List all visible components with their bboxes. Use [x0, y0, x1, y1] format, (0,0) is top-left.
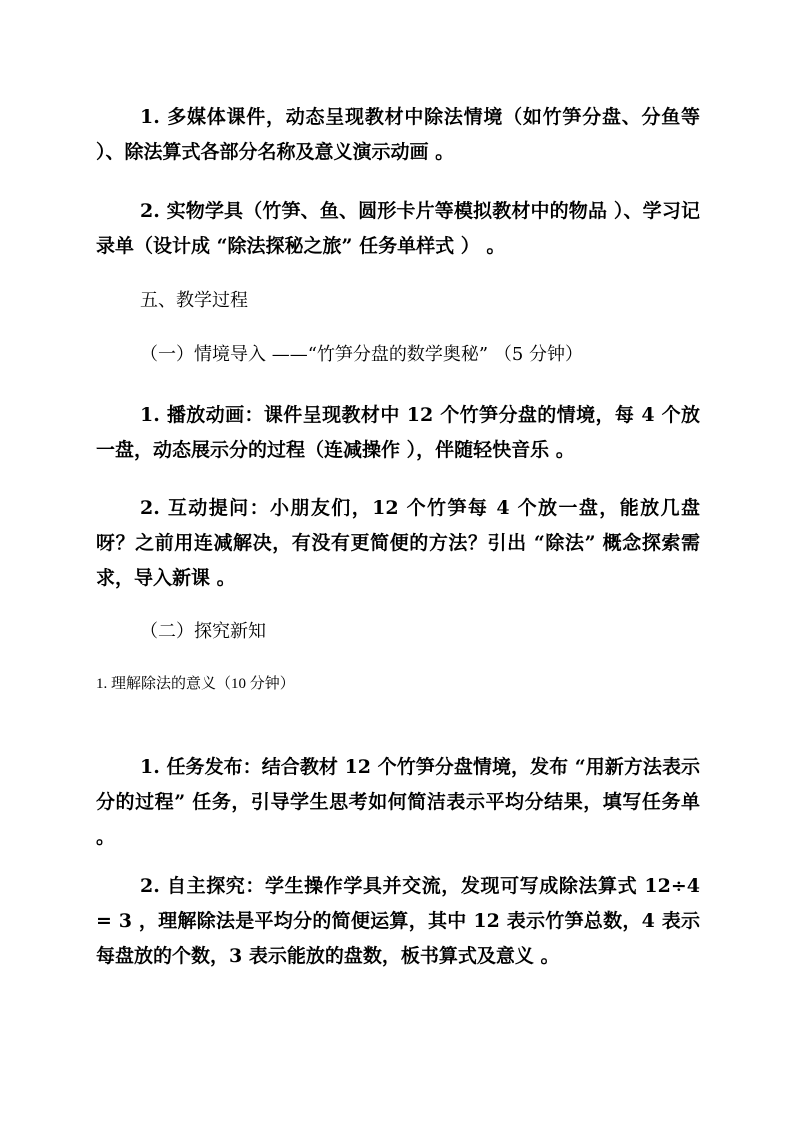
paragraph-task-release: 1. 任务发布：结合教材 12 个竹笋分盘情境，发布 “用新方法表示分的过程” 任务，引导学生思考如何简洁表示平均分结果，填写任务单 。	[96, 756, 700, 848]
paragraph-materials-tools: 2. 实物学具（竹笋、鱼、圆形卡片等模拟教材中的物品 ）、学习记录单（设计成 “除法探秘之旅” 任务单样式 ） 。	[96, 200, 700, 257]
subheading-understand-division: 1. 理解除法的意义（10 分钟）	[96, 676, 295, 692]
section-heading-teaching-process: 五、教学过程	[140, 290, 248, 311]
paragraph-materials-courseware: 1. 多媒体课件，动态呈现教材中除法情境（如竹笋分盘、分鱼等 ）、除法算式各部分名称及意义演示动画 。	[96, 106, 700, 163]
paragraph-interactive-question: 2. 互动提问：小朋友们，12 个竹笋每 4 个放一盘，能放几盘呀？之前用连减解决，有没有更简便的方法？引出 “除法” 概念探索需求，导入新课 。	[96, 497, 700, 589]
paragraph-play-animation: 1. 播放动画：课件呈现教材中 12 个竹笋分盘的情境，每 4 个放一盘，动态展示分的过程（连减操作 ），伴随轻快音乐 。	[96, 404, 700, 461]
part-heading-situation-intro: （一）情境导入 ——“竹笋分盘的数学奥秘” （5 分钟）	[140, 344, 584, 365]
part-heading-explore-new-knowledge: （二）探究新知	[140, 621, 266, 642]
paragraph-self-exploration: 2. 自主探究：学生操作学具并交流，发现可写成除法算式 12÷4 = 3 ，理解除法是平均分的简便运算，其中 12 表示竹笋总数，4 表示每盘放的个数，3 表示能放的盘数，板书算式及意义 。	[96, 875, 700, 967]
